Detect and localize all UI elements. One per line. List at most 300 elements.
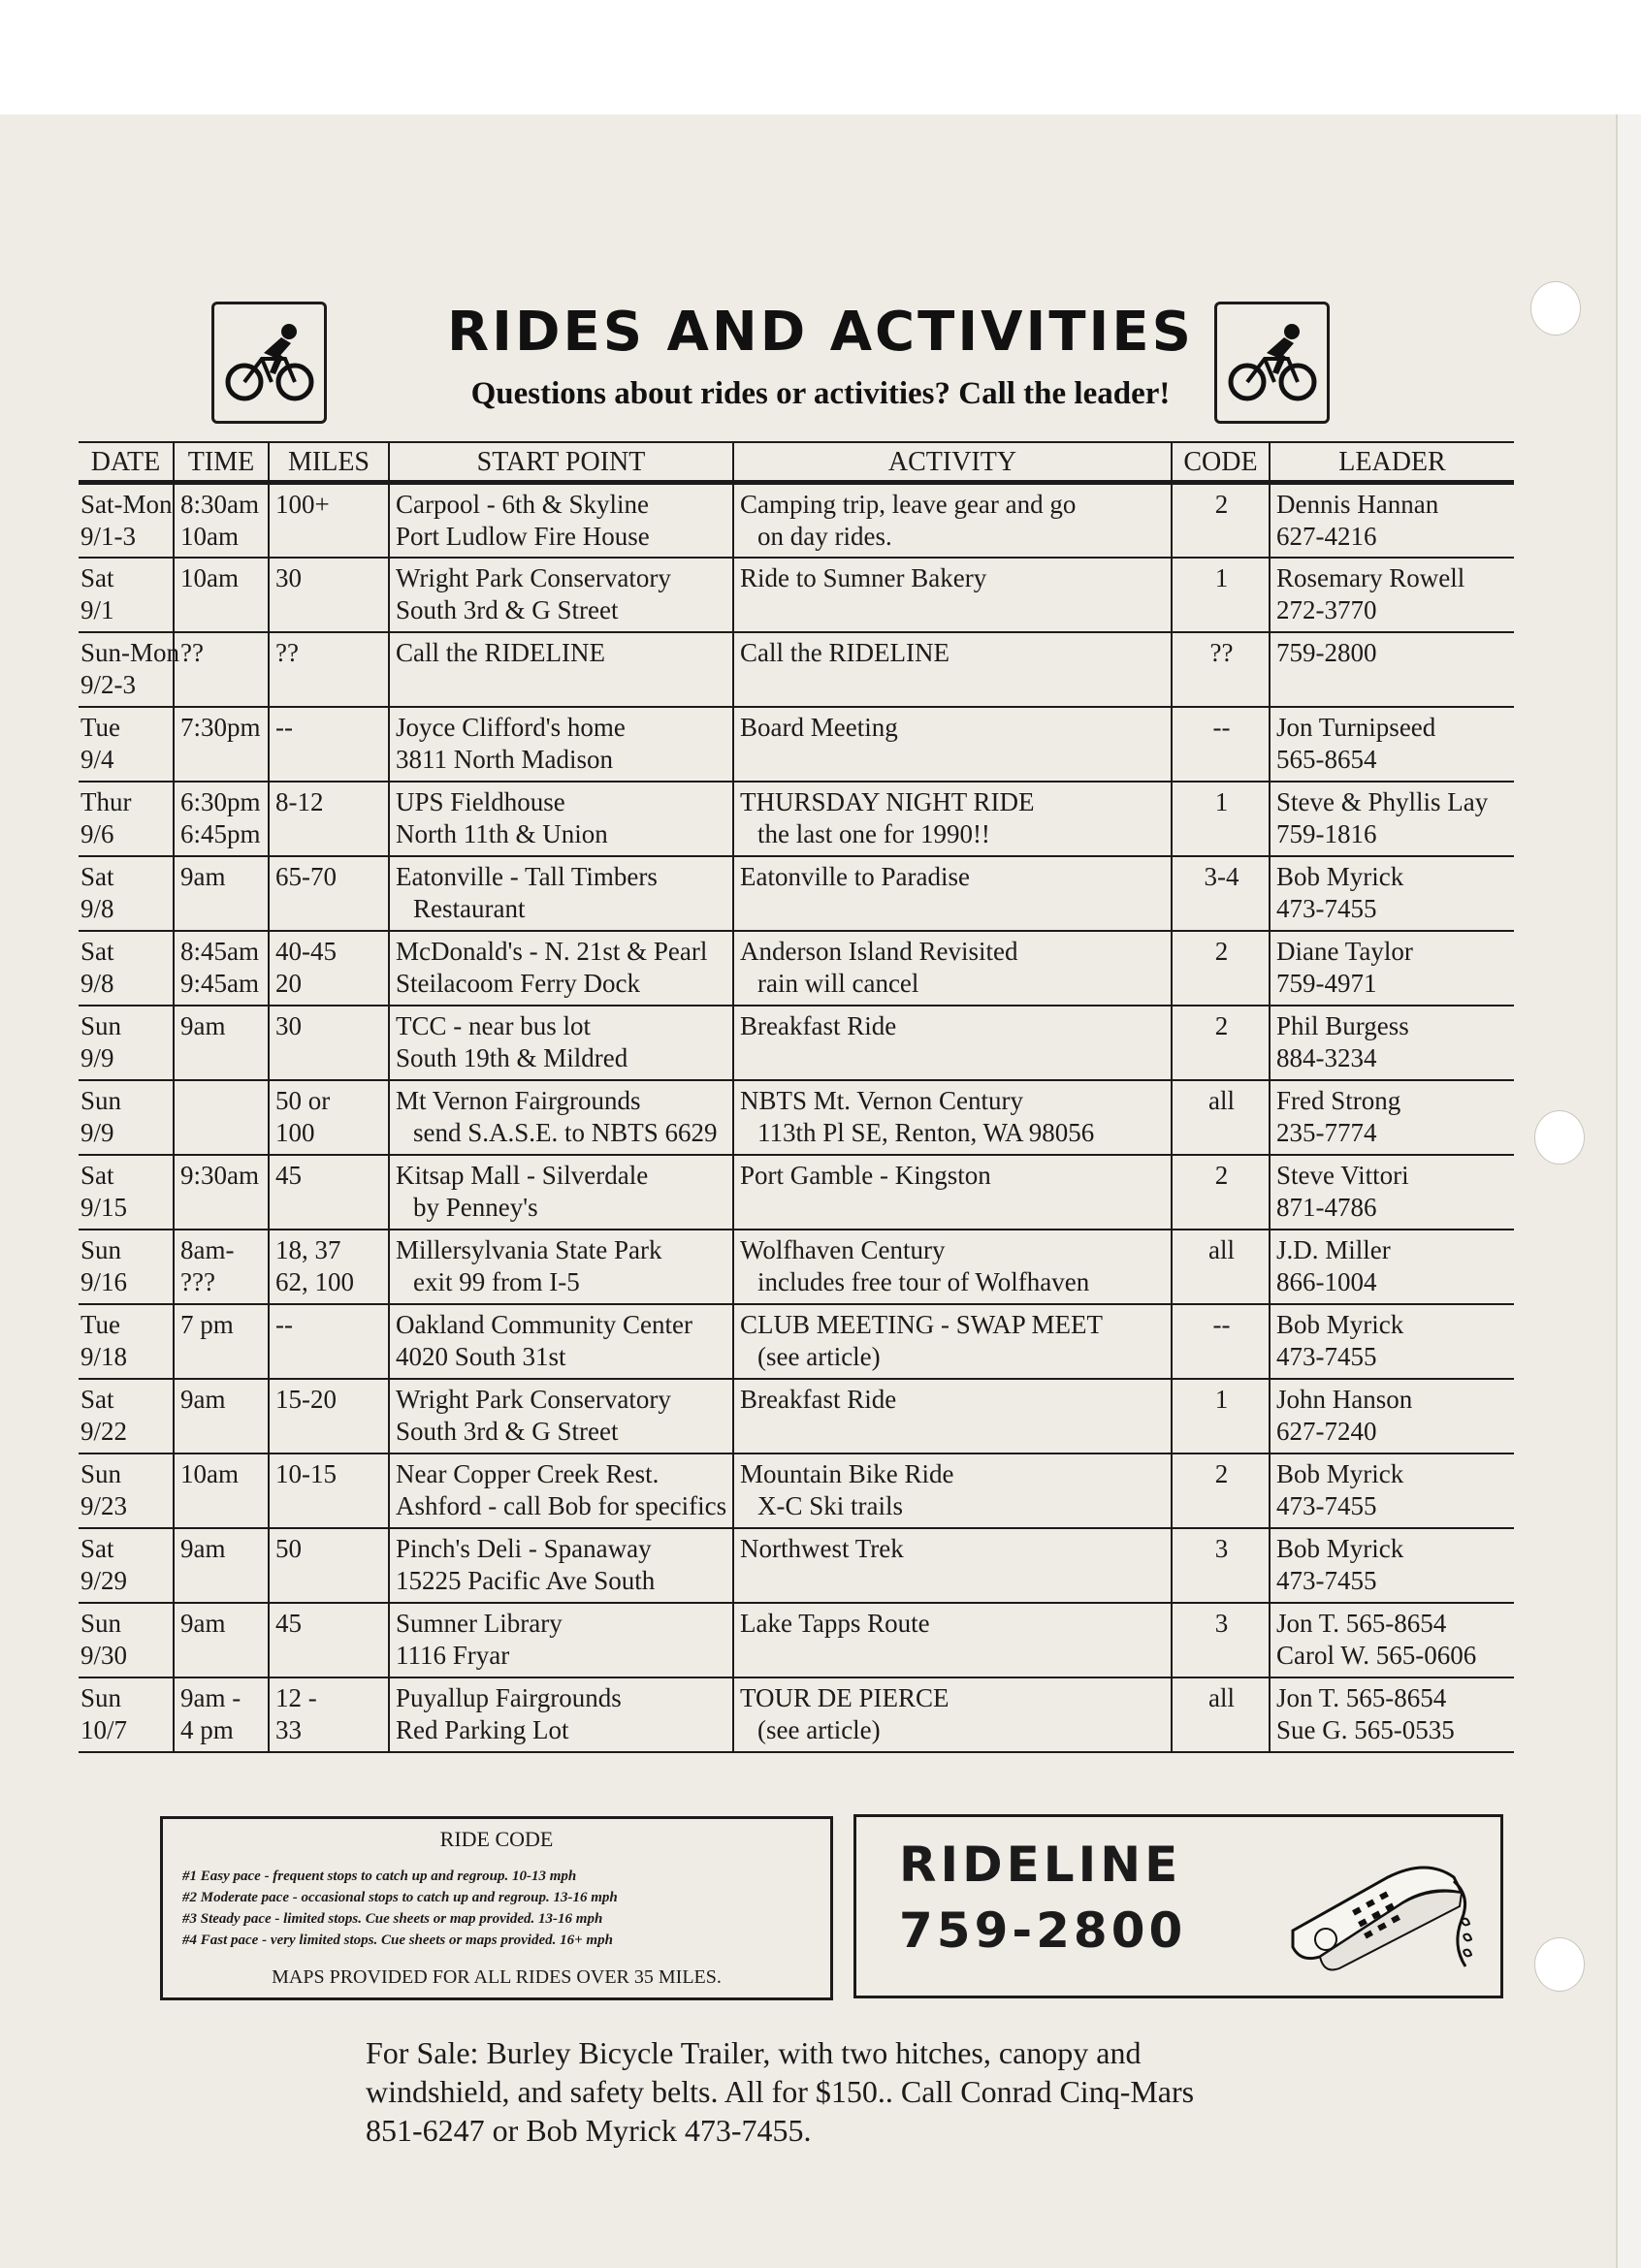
cell-date-line: 9/1-3 <box>80 522 136 551</box>
cell-time <box>174 1528 269 1603</box>
cell-start-point-line: by Penney's <box>413 1192 538 1222</box>
cell-start-point-line: Puyallup Fairgrounds <box>396 1682 622 1712</box>
cell-leader-line: Jon T. 565-8654 <box>1276 1682 1447 1712</box>
cell-start-point <box>389 1006 733 1080</box>
cell-time-line: 10am <box>180 562 239 592</box>
cell-activity-line <box>740 1416 1167 1448</box>
table-row <box>79 1080 1514 1155</box>
cell-leader-line <box>1276 669 1510 701</box>
cell-miles <box>269 632 389 707</box>
cell-time-line: 6:30pm <box>180 786 261 816</box>
cell-leader-line: Fred Strong <box>1276 1085 1401 1115</box>
cell-code: -- <box>1172 1304 1270 1379</box>
cell-time-line: ?? <box>180 637 204 667</box>
cell-start-point <box>389 856 733 931</box>
cell-miles-line <box>275 521 384 553</box>
column-header-start-point: START POINT <box>389 442 733 483</box>
cell-code: all <box>1172 1677 1270 1752</box>
cell-date-line: Sun <box>80 1608 122 1638</box>
rideline-label: RIDELINE <box>899 1837 1182 1893</box>
cell-activity <box>733 1379 1172 1453</box>
cell-miles <box>269 856 389 931</box>
cell-time <box>174 1603 269 1677</box>
cell-leader-line: Jon Turnipseed <box>1276 712 1436 742</box>
cell-date-line: 9/15 <box>80 1192 128 1222</box>
cell-date-line: 9/16 <box>80 1266 128 1296</box>
column-header-miles: MILES <box>269 442 389 483</box>
cell-leader-line: Bob Myrick <box>1276 1309 1404 1339</box>
cell-time-line <box>180 744 264 776</box>
cell-miles-line: ?? <box>275 637 299 667</box>
cell-activity <box>733 483 1172 558</box>
rides-table <box>79 441 1514 1753</box>
column-header-activity: ACTIVITY <box>733 442 1172 483</box>
cell-leader-line: 235-7774 <box>1276 1117 1377 1147</box>
cell-activity-line: Port Gamble - Kingston <box>740 1160 991 1190</box>
cell-date <box>79 1528 174 1603</box>
cell-leader <box>1270 1603 1514 1677</box>
cell-date <box>79 1006 174 1080</box>
cell-date-line: 9/4 <box>80 744 114 774</box>
cell-date-line: 9/18 <box>80 1341 128 1371</box>
cell-date-line: Sun <box>80 1010 122 1040</box>
cell-miles <box>269 1603 389 1677</box>
cell-miles-line: -- <box>275 712 293 742</box>
table-row <box>79 632 1514 707</box>
cell-activity-line: Board Meeting <box>740 712 898 742</box>
cell-time-line <box>180 1042 264 1074</box>
cell-time-line: 7:30pm <box>180 712 261 742</box>
cell-time-line: 10am <box>180 522 239 551</box>
cell-date-line: 9/30 <box>80 1640 128 1670</box>
table-row <box>79 1304 1514 1379</box>
cell-activity <box>733 1006 1172 1080</box>
cell-code: -- <box>1172 707 1270 782</box>
cell-time-line <box>180 1341 264 1373</box>
rideline-number: 759-2800 <box>899 1902 1187 1959</box>
cell-date-line: Tue <box>80 712 121 742</box>
cell-start-point <box>389 782 733 856</box>
cell-leader <box>1270 931 1514 1006</box>
cell-date-line: 9/8 <box>80 893 114 923</box>
cell-time <box>174 856 269 931</box>
cell-activity <box>733 1304 1172 1379</box>
cell-start-point-line: Eatonville - Tall Timbers <box>396 861 658 891</box>
cell-miles-line: 65-70 <box>275 861 337 891</box>
cell-leader <box>1270 1006 1514 1080</box>
cell-date-line: Thur <box>80 786 132 816</box>
cell-leader-line: Sue G. 565-0535 <box>1276 1714 1455 1744</box>
cell-leader-line: J.D. Miller <box>1276 1234 1391 1264</box>
cell-start-point-line: Ashford - call Bob for specifics <box>396 1490 727 1520</box>
cell-start-point <box>389 632 733 707</box>
cell-date <box>79 1155 174 1230</box>
cell-time-line <box>180 1490 264 1522</box>
cell-leader <box>1270 1080 1514 1155</box>
cell-miles-line <box>275 893 384 925</box>
rideline-box <box>853 1814 1503 1998</box>
column-header-leader: LEADER <box>1270 442 1514 483</box>
for-sale-line: windshield, and safety belts. All for $150.. Call Conrad Cinq-Mars <box>366 2074 1195 2109</box>
cell-miles-line: -- <box>275 1309 293 1339</box>
cell-time-line: 9am - <box>180 1682 241 1712</box>
cell-start-point-line: Restaurant <box>413 893 526 923</box>
cell-leader-line: 627-7240 <box>1276 1416 1377 1446</box>
cell-time-line: 8:30am <box>180 490 259 519</box>
table-row <box>79 558 1514 632</box>
cell-leader-line: 473-7455 <box>1276 1565 1377 1595</box>
cell-code: 2 <box>1172 1453 1270 1528</box>
cell-start-point-line <box>396 669 728 701</box>
cell-leader-line: Jon T. 565-8654 <box>1276 1608 1447 1638</box>
cell-start-point-line: Steilacoom Ferry Dock <box>396 968 640 998</box>
cell-miles <box>269 1379 389 1453</box>
cell-miles <box>269 1080 389 1155</box>
cell-code: 1 <box>1172 782 1270 856</box>
ride-code-box <box>160 1816 833 2000</box>
ride-code-line: #2 Moderate pace - occasional stops to catch up and regroup. 13-16 mph <box>182 1890 618 1905</box>
table-row <box>79 782 1514 856</box>
cell-activity-line: TOUR DE PIERCE <box>740 1682 949 1712</box>
cell-miles-line: 12 - <box>275 1682 317 1712</box>
page-title: RIDES AND ACTIVITIES <box>447 301 1194 364</box>
table-row <box>79 483 1514 558</box>
cell-activity-line: (see article) <box>757 1341 881 1371</box>
for-sale-notice <box>366 2033 1320 2150</box>
cell-time-line: 9:30am <box>180 1160 259 1190</box>
ride-code-title: RIDE CODE <box>439 1827 554 1851</box>
cell-date-line: 9/1 <box>80 594 114 624</box>
cell-time <box>174 483 269 558</box>
cell-start-point <box>389 931 733 1006</box>
binder-hole <box>1534 1110 1585 1165</box>
cell-activity-line: NBTS Mt. Vernon Century <box>740 1085 1024 1115</box>
cell-leader-line: 272-3770 <box>1276 594 1377 624</box>
cell-code: 3 <box>1172 1528 1270 1603</box>
cell-time-line <box>180 669 264 701</box>
cell-time-line: 6:45pm <box>180 818 261 848</box>
cell-leader-line: 871-4786 <box>1276 1192 1377 1222</box>
cell-activity-line <box>740 1042 1167 1074</box>
cell-activity-line: Ride to Sumner Bakery <box>740 562 987 592</box>
cell-miles <box>269 1528 389 1603</box>
cell-miles-line: 8-12 <box>275 786 324 816</box>
cell-time-line: 8am- <box>180 1234 235 1264</box>
cell-date-line: Sun <box>80 1458 122 1488</box>
cell-leader-line: Bob Myrick <box>1276 1533 1404 1563</box>
cell-miles-line <box>275 1192 384 1224</box>
cell-start-point <box>389 1677 733 1752</box>
table-row <box>79 1603 1514 1677</box>
cell-leader-line: 759-4971 <box>1276 968 1377 998</box>
cell-leader-line: Steve Vittori <box>1276 1160 1409 1190</box>
cell-leader-line: Bob Myrick <box>1276 1458 1404 1488</box>
ride-code-list <box>182 1866 618 1951</box>
cell-date-line: 9/9 <box>80 1117 114 1147</box>
cell-miles-line: 33 <box>275 1714 302 1744</box>
cell-activity <box>733 1080 1172 1155</box>
cell-activity-line <box>740 1565 1167 1597</box>
cell-miles <box>269 1230 389 1304</box>
cell-leader-line: Phil Burgess <box>1276 1010 1409 1040</box>
cell-start-point-line: 15225 Pacific Ave South <box>396 1565 656 1595</box>
cell-start-point-line: Millersylvania State Park <box>396 1234 662 1264</box>
cell-start-point <box>389 1528 733 1603</box>
cell-leader-line: 759-2800 <box>1276 637 1377 667</box>
cell-start-point-line: Red Parking Lot <box>396 1714 569 1744</box>
cell-code: all <box>1172 1080 1270 1155</box>
cell-date-line: Sun <box>80 1085 122 1115</box>
table-row <box>79 1677 1514 1752</box>
cell-leader-line: Bob Myrick <box>1276 861 1404 891</box>
cell-time <box>174 707 269 782</box>
cell-date-line: 9/9 <box>80 1042 114 1072</box>
cell-time-line <box>180 1117 264 1149</box>
table-row <box>79 707 1514 782</box>
cell-start-point-line: Oakland Community Center <box>396 1309 692 1339</box>
cell-activity <box>733 1528 1172 1603</box>
cell-miles <box>269 1006 389 1080</box>
table-row <box>79 1379 1514 1453</box>
cell-start-point-line: Joyce Clifford's home <box>396 712 626 742</box>
cell-leader <box>1270 1230 1514 1304</box>
cell-start-point-line: Wright Park Conservatory <box>396 562 671 592</box>
cell-time-line: 10am <box>180 1458 239 1488</box>
cell-date <box>79 1080 174 1155</box>
table-row <box>79 1006 1514 1080</box>
cell-activity-line <box>740 669 1167 701</box>
cell-start-point-line: Port Ludlow Fire House <box>396 522 650 551</box>
cell-start-point <box>389 1080 733 1155</box>
cell-leader-line: 473-7455 <box>1276 893 1377 923</box>
cell-leader <box>1270 483 1514 558</box>
cell-start-point <box>389 1379 733 1453</box>
cell-start-point-line: South 19th & Mildred <box>396 1042 628 1072</box>
cell-time <box>174 1379 269 1453</box>
cell-date-line: Sun <box>80 1682 122 1712</box>
cell-code: 3-4 <box>1172 856 1270 931</box>
cell-miles-line: 20 <box>275 968 302 998</box>
cell-code: 2 <box>1172 483 1270 558</box>
cell-start-point <box>389 1603 733 1677</box>
cell-activity <box>733 931 1172 1006</box>
cell-miles <box>269 1304 389 1379</box>
cell-time-line <box>180 1085 264 1117</box>
ride-code-line: #3 Steady pace - limited stops. Cue sheets or map provided. 13-16 mph <box>182 1911 603 1927</box>
cell-miles-line: 45 <box>275 1608 302 1638</box>
cell-start-point-line: South 3rd & G Street <box>396 594 619 624</box>
cell-start-point-line: South 3rd & G Street <box>396 1416 619 1446</box>
cell-miles-line: 100 <box>275 1117 315 1147</box>
cell-code: all <box>1172 1230 1270 1304</box>
cell-miles-line <box>275 1565 384 1597</box>
cell-start-point-line: Call the RIDELINE <box>396 637 605 667</box>
cell-time <box>174 1080 269 1155</box>
cell-miles-line: 10-15 <box>275 1458 337 1488</box>
cell-miles-line <box>275 669 384 701</box>
cell-code: 2 <box>1172 1155 1270 1230</box>
cell-start-point-line: McDonald's - N. 21st & Pearl <box>396 936 708 966</box>
cell-miles-line <box>275 1640 384 1672</box>
cell-time-line: 7 pm <box>180 1309 234 1339</box>
cell-activity-line: Call the RIDELINE <box>740 637 949 667</box>
cell-date <box>79 632 180 707</box>
cell-activity-line: Lake Tapps Route <box>740 1608 930 1638</box>
cell-code: 2 <box>1172 1006 1270 1080</box>
cell-date-line: 9/23 <box>80 1490 128 1520</box>
cell-miles-line <box>275 1042 384 1074</box>
cell-activity <box>733 1155 1172 1230</box>
cell-leader-line: 473-7455 <box>1276 1490 1377 1520</box>
cell-start-point <box>389 707 733 782</box>
cell-miles-line: 40-45 <box>275 936 337 966</box>
cell-start-point-line: North 11th & Union <box>396 818 608 848</box>
cell-start-point-line: Sumner Library <box>396 1608 563 1638</box>
cell-time-line: 9am <box>180 1010 226 1040</box>
cell-leader-line: Rosemary Rowell <box>1276 562 1465 592</box>
cell-date-line: Sun <box>80 1234 122 1264</box>
cell-start-point-line: TCC - near bus lot <box>396 1010 591 1040</box>
cell-start-point-line: Carpool - 6th & Skyline <box>396 490 649 519</box>
cell-date-line: 9/8 <box>80 968 114 998</box>
cell-miles <box>269 931 389 1006</box>
column-header-time: TIME <box>174 442 269 483</box>
cell-miles-line: 62, 100 <box>275 1266 354 1296</box>
cell-start-point-line: send S.A.S.E. to NBTS 6629 <box>413 1117 718 1147</box>
cell-date <box>79 782 174 856</box>
cell-miles-line <box>275 1341 384 1373</box>
cell-miles-line <box>275 1490 384 1522</box>
cell-leader <box>1270 1677 1514 1752</box>
telephone-icon <box>1281 1838 1475 1989</box>
cell-date-line: Sat <box>80 1384 114 1414</box>
ride-code-line: #1 Easy pace - frequent stops to catch up and regroup. 10-13 mph <box>182 1869 577 1884</box>
for-sale-line: 851-6247 or Bob Myrick 473-7455. <box>366 2113 812 2148</box>
cell-date <box>79 856 174 931</box>
rides-table-body <box>79 483 1514 1752</box>
cell-code: ?? <box>1172 632 1270 707</box>
cell-activity <box>733 1230 1172 1304</box>
cell-activity-line: includes free tour of Wolfhaven <box>757 1266 1090 1296</box>
cell-activity <box>733 782 1172 856</box>
cell-date-line: 10/7 <box>80 1714 128 1744</box>
cell-date <box>79 707 174 782</box>
cell-leader-line: 759-1816 <box>1276 818 1377 848</box>
cell-leader-line: 866-1004 <box>1276 1266 1377 1296</box>
cell-start-point-line: 3811 North Madison <box>396 744 613 774</box>
cell-time <box>174 1677 269 1752</box>
table-row <box>79 1155 1514 1230</box>
cell-activity-line: Camping trip, leave gear and go <box>740 490 1077 519</box>
table-row <box>79 1230 1514 1304</box>
cell-code: 1 <box>1172 1379 1270 1453</box>
for-sale-line: For Sale: Burley Bicycle Trailer, with two hitches, canopy and <box>366 2035 1142 2070</box>
cell-start-point-line: Near Copper Creek Rest. <box>396 1458 660 1488</box>
table-row <box>79 856 1514 931</box>
cell-leader-line: Carol W. 565-0606 <box>1276 1640 1477 1670</box>
cell-code: 1 <box>1172 558 1270 632</box>
cell-activity-line: (see article) <box>757 1714 881 1744</box>
cell-miles-line: 100+ <box>275 490 330 519</box>
cell-start-point-line: UPS Fieldhouse <box>396 786 565 816</box>
cell-time-line <box>180 1192 264 1224</box>
cell-miles <box>269 1453 389 1528</box>
cell-miles-line: 45 <box>275 1160 302 1190</box>
cell-time <box>174 1453 269 1528</box>
cell-leader <box>1270 1379 1514 1453</box>
cell-time-line: 9am <box>180 861 226 891</box>
cell-activity <box>733 707 1172 782</box>
cell-time-line: 9:45am <box>180 968 259 998</box>
cell-activity-line <box>740 1192 1167 1224</box>
cell-miles-line: 50 <box>275 1533 302 1563</box>
cell-start-point <box>389 558 733 632</box>
cell-leader <box>1270 1528 1514 1603</box>
cell-miles <box>269 707 389 782</box>
cell-date <box>79 483 174 558</box>
cell-miles-line <box>275 594 384 626</box>
cell-activity-line: Wolfhaven Century <box>740 1234 946 1264</box>
cell-leader <box>1270 558 1514 632</box>
cell-time-line: ??? <box>180 1266 215 1296</box>
cell-date-line: 9/29 <box>80 1565 128 1595</box>
cell-leader <box>1270 707 1514 782</box>
cell-activity-line: the last one for 1990!! <box>757 818 990 848</box>
cell-start-point <box>389 1155 733 1230</box>
cell-date-line: 9/22 <box>80 1416 128 1446</box>
page-subtitle: Questions about rides or activities? Call the leader! <box>470 376 1171 411</box>
cell-activity-line: Northwest Trek <box>740 1533 904 1563</box>
cell-time <box>174 1230 269 1304</box>
cell-start-point-line: exit 99 from I-5 <box>413 1266 580 1296</box>
binder-hole <box>1534 1937 1585 1992</box>
cell-leader-line: Dennis Hannan <box>1276 490 1439 519</box>
cell-activity-line: Breakfast Ride <box>740 1384 897 1414</box>
cell-date <box>79 1304 174 1379</box>
cell-code: 2 <box>1172 931 1270 1006</box>
cell-date <box>79 1677 174 1752</box>
cell-start-point <box>389 483 733 558</box>
cell-time <box>174 1155 269 1230</box>
cell-time <box>174 1304 269 1379</box>
cell-miles-line: 18, 37 <box>275 1234 341 1264</box>
cell-activity-line: on day rides. <box>757 522 892 551</box>
cell-activity-line: rain will cancel <box>757 968 919 998</box>
cell-time <box>174 558 269 632</box>
cell-start-point-line: Kitsap Mall - Silverdale <box>396 1160 649 1190</box>
cell-leader-line: Diane Taylor <box>1276 936 1413 966</box>
cell-code: 3 <box>1172 1603 1270 1677</box>
scan-top-margin <box>0 0 1641 114</box>
cell-time-line <box>180 1640 264 1672</box>
cell-time-line: 9am <box>180 1608 226 1638</box>
cell-date-line: 9/6 <box>80 818 114 848</box>
cell-leader-line: John Hanson <box>1276 1384 1413 1414</box>
cell-miles-line <box>275 818 384 850</box>
cell-activity <box>733 856 1172 931</box>
cell-activity-line: Eatonville to Paradise <box>740 861 970 891</box>
cell-miles-line: 15-20 <box>275 1384 337 1414</box>
cell-start-point-line: 4020 South 31st <box>396 1341 566 1371</box>
cell-time-line: 8:45am <box>180 936 259 966</box>
cell-activity-line: X-C Ski trails <box>757 1490 904 1520</box>
cell-time <box>174 632 269 707</box>
cell-start-point <box>389 1230 733 1304</box>
cell-time-line <box>180 893 264 925</box>
cell-start-point-line: 1116 Fryar <box>396 1640 510 1670</box>
cell-activity-line <box>740 1640 1167 1672</box>
cell-time <box>174 1006 269 1080</box>
